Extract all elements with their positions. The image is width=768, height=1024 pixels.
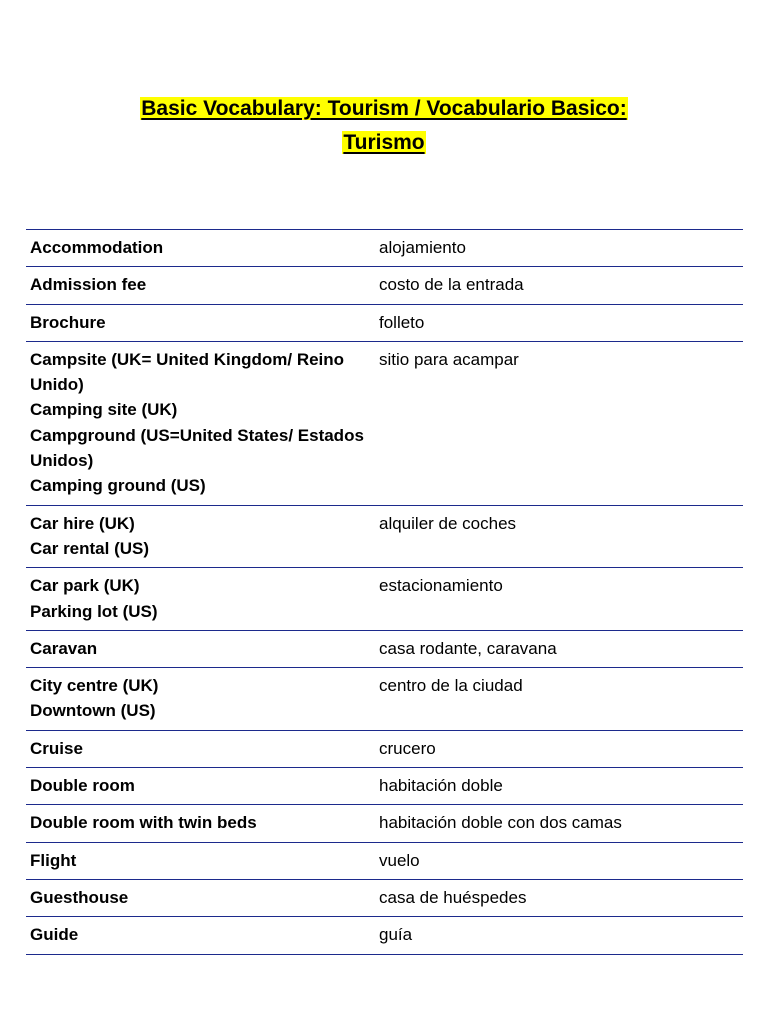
spanish-translation: crucero: [379, 738, 436, 758]
english-term: Campground (US=United States/ Estados: [30, 425, 364, 445]
english-term: Car park (UK): [30, 576, 140, 596]
english-term: Cruise: [30, 738, 83, 758]
english-term-cell: [26, 505, 376, 568]
english-term: Admission fee: [30, 275, 147, 295]
vocabulary-table-body: [26, 230, 743, 955]
spanish-translation: estacionamiento: [379, 576, 503, 596]
english-term: Brochure: [30, 312, 106, 332]
english-term: Campsite (UK= United Kingdom/ Reino: [30, 349, 345, 369]
english-term-cell: [26, 879, 376, 916]
english-term: Accommodation: [30, 238, 164, 257]
table-row: [26, 568, 743, 631]
table-row: [26, 879, 743, 916]
table-row: [26, 768, 743, 805]
english-term-cell: [26, 768, 376, 805]
table-row: [26, 304, 743, 341]
table-row: [26, 230, 743, 267]
title-text-1: Basic Vocabulary: Tourism / Vocabulario Basico:: [141, 97, 627, 120]
title-line-2: [0, 126, 768, 160]
table-row: [26, 805, 743, 842]
english-term: Parking lot (US): [30, 601, 158, 621]
spanish-translation: alquiler de coches: [379, 513, 517, 533]
english-term: Guesthouse: [30, 887, 129, 907]
english-term-cell: [26, 267, 376, 304]
english-term: Camping ground (US): [30, 476, 206, 496]
english-term-cell: [26, 668, 376, 731]
english-term-cell: [26, 341, 376, 505]
english-term: Car rental (US): [30, 538, 150, 558]
spanish-translation: centro de la ciudad: [379, 676, 523, 696]
spanish-translation: casa rodante, caravana: [379, 638, 557, 658]
english-term: Unido): [30, 375, 84, 395]
english-term: Downtown (US): [30, 701, 156, 721]
english-term-cell: [26, 230, 376, 267]
english-term: Camping site (UK): [30, 400, 178, 420]
english-term: Flight: [30, 850, 77, 870]
table-row: [26, 505, 743, 568]
english-term-cell: [26, 568, 376, 631]
table-row: [26, 630, 743, 667]
table-row: [26, 730, 743, 767]
spanish-translation: habitación doble con dos camas: [379, 813, 622, 833]
table-row: [26, 267, 743, 304]
english-term: Double room with twin beds: [30, 813, 257, 833]
english-term: Caravan: [30, 638, 98, 658]
english-term-cell: [26, 842, 376, 879]
document-title: [0, 92, 768, 160]
spanish-translation: casa de huéspedes: [379, 887, 527, 907]
title-line-1: [0, 92, 768, 126]
english-term-cell: [26, 730, 376, 767]
table-row: [26, 341, 743, 505]
spanish-translation: folleto: [379, 312, 425, 332]
english-term: Unidos): [30, 451, 94, 471]
english-term: City centre (UK): [30, 676, 159, 696]
english-term: Guide: [30, 925, 79, 945]
english-term: Car hire (UK): [30, 513, 135, 533]
spanish-translation: sitio para acampar: [379, 349, 519, 369]
english-term: Double room: [30, 776, 135, 796]
spanish-translation: habitación doble: [379, 776, 503, 796]
english-term-cell: [26, 805, 376, 842]
english-term-cell: [26, 304, 376, 341]
english-term-cell: [26, 630, 376, 667]
table-row: [26, 668, 743, 731]
table-row: [26, 917, 743, 954]
spanish-translation: guía: [379, 925, 413, 945]
title-text-2: Turismo: [343, 131, 425, 154]
table-row: [26, 842, 743, 879]
spanish-translation: vuelo: [379, 850, 420, 870]
spanish-translation: costo de la entrada: [379, 275, 524, 295]
vocabulary-table: [26, 229, 743, 955]
english-term-cell: [26, 917, 376, 954]
spanish-translation: alojamiento: [379, 238, 466, 257]
